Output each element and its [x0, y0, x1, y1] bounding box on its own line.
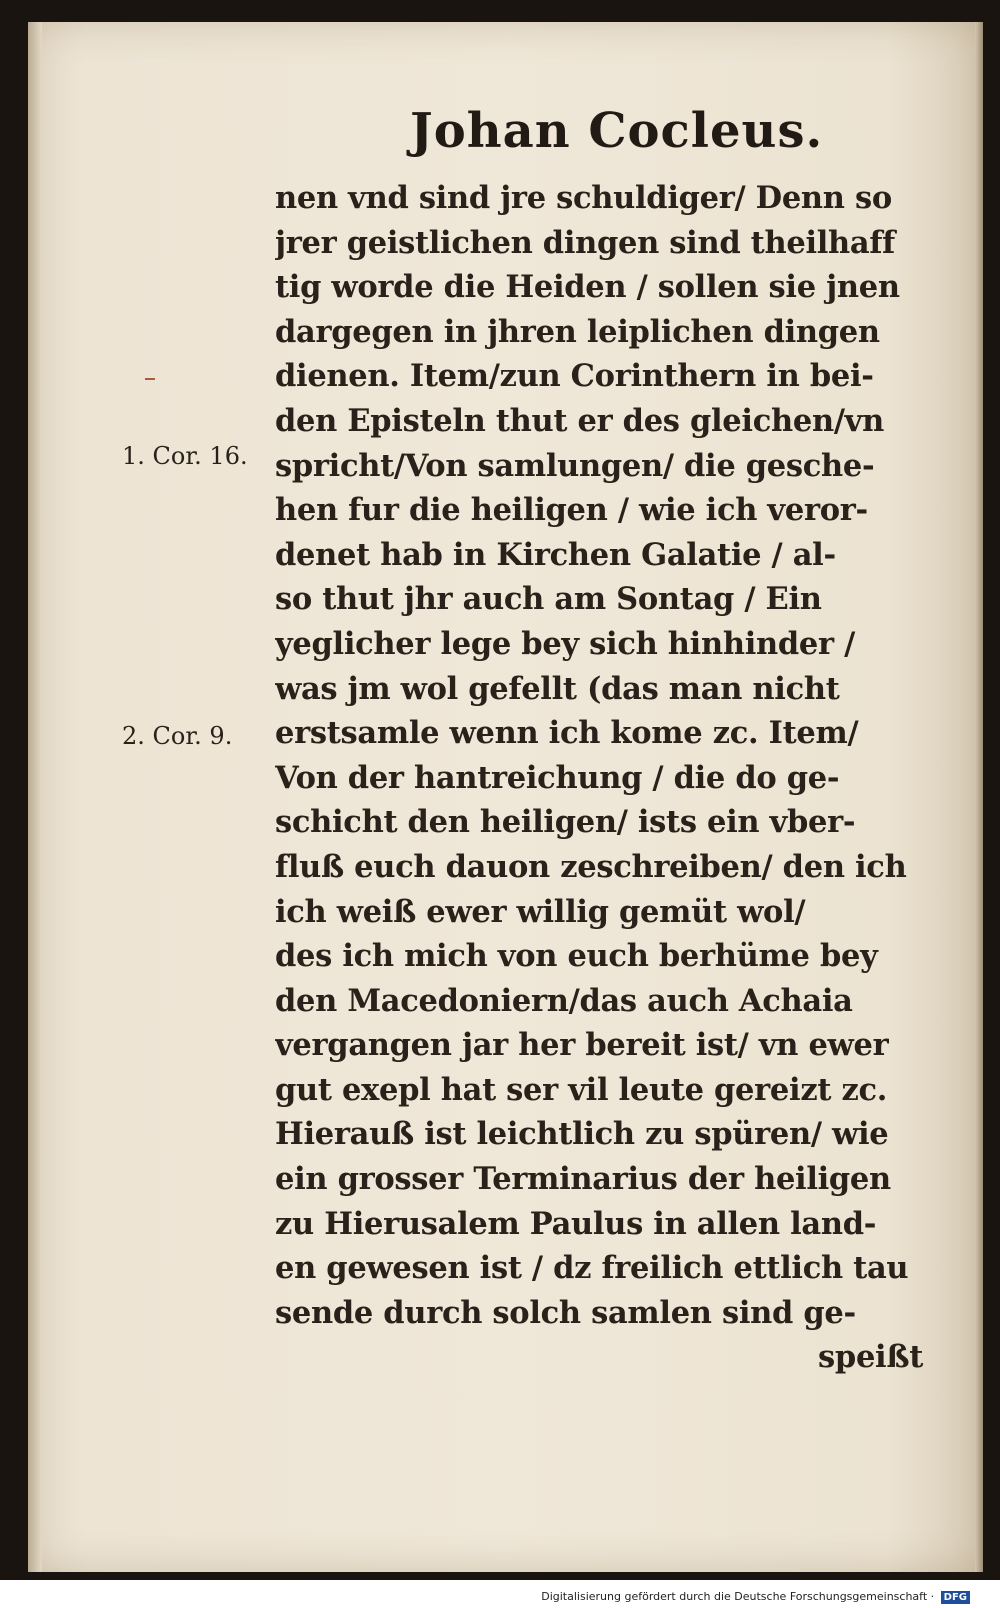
text-line: erstsamle wenn ich kome zc. Item/ [275, 715, 859, 752]
dfg-logo: DFG [941, 1591, 970, 1604]
footer-text: Digitalisierung gefördert durch die Deutsche Forschungsgemeinschaft · [541, 1590, 935, 1603]
text-line: denet hab in Kirchen Galatie / al- [275, 536, 836, 573]
body-text [275, 176, 935, 1380]
footer-credit [541, 1590, 970, 1604]
text-line: en gewesen ist / dz freilich ettlich tau [275, 1250, 909, 1287]
text-line: schicht den heiligen/ ists ein vber- [275, 804, 856, 841]
margin-mark [145, 378, 155, 380]
text-line: Von der hantreichung / die do ge- [275, 759, 840, 796]
text-line: dargegen in jhren leiplichen dingen [275, 313, 880, 350]
text-line: yeglicher lege bey sich hinhinder / [275, 625, 855, 662]
text-line: ich weiß ewer willig gemüt wol/ [275, 893, 806, 930]
text-line: jrer geistlichen dingen sind theilhaff [275, 224, 896, 261]
text-line: nen vnd sind jre schuldiger/ Denn so [275, 180, 892, 216]
text-line: sende durch solch samlen sind ge- [275, 1294, 856, 1331]
text-line: den Episteln thut er des gleichen/vn [275, 402, 884, 439]
text-line: des ich mich von euch berhüme bey [275, 938, 878, 975]
text-line: gut exepl hat ser vil leute gereizt zc. [275, 1071, 888, 1108]
text-line: ein grosser Terminarius der heiligen [275, 1161, 891, 1198]
margin-note-1cor16: 1. Cor. 16. [122, 442, 248, 470]
text-line: fluß euch dauon zeschreiben/ den ich [275, 848, 907, 885]
text-line: den Macedoniern/das auch Achaia [275, 982, 853, 1019]
text-line: so thut jhr auch am Sontag / Ein [275, 581, 822, 618]
text-line: tig worde die Heiden / sollen sie jnen [275, 269, 900, 306]
text-line: zu Hierusalem Paulus in allen land- [275, 1205, 877, 1242]
text-line: hen fur die heiligen / wie ich veror- [275, 492, 868, 529]
page-gutter [28, 22, 42, 1572]
margin-note-2cor9: 2. Cor. 9. [122, 722, 233, 750]
text-line: Hierauß ist leichtlich zu spüren/ wie [275, 1116, 889, 1153]
running-header: Johan Cocleus. [410, 103, 824, 159]
text-line: dienen. Item/zun Corinthern in bei- [275, 358, 874, 395]
text-line: was jm wol gefellt (das man nicht [275, 670, 840, 707]
page-edge [975, 22, 983, 1572]
text-line: vergangen jar her bereit ist/ vn ewer [275, 1027, 889, 1064]
catchword: speißt [818, 1339, 923, 1376]
text-line: spricht/Von samlungen/ die gesche- [275, 447, 875, 484]
